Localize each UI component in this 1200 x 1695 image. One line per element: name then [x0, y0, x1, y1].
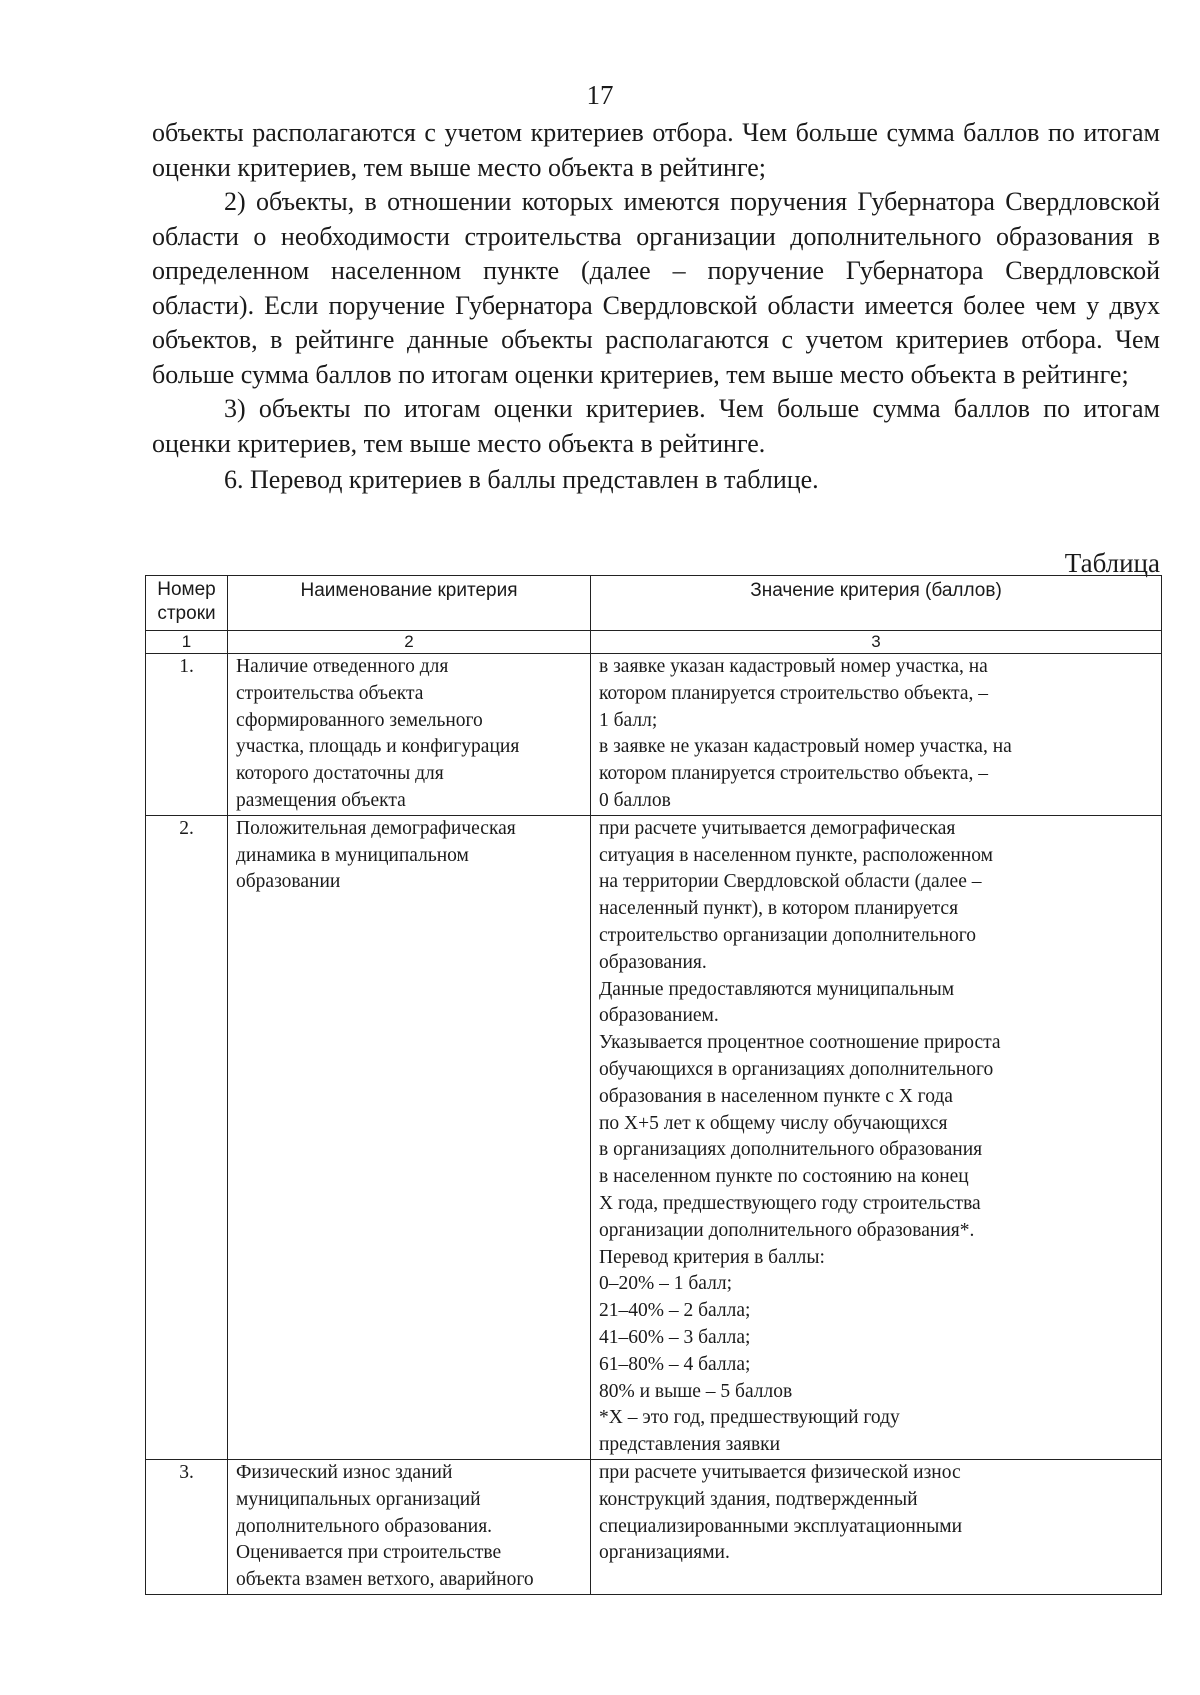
text-line: населенный пункт), в котором планируется — [599, 898, 959, 920]
text-line: Данные предоставляются муниципальным — [599, 978, 955, 1000]
column-number: 1 — [146, 631, 228, 654]
text-line: в организациях дополнительного образования — [599, 1139, 983, 1161]
text-line: 41–60% – 3 балла; — [599, 1326, 751, 1348]
header-number: Номер строки — [146, 576, 228, 631]
text-line: сформированного земельного — [236, 709, 483, 731]
paragraph: объекты располагаются с учетом критериев отбора. Чем больше сумма баллов по итогам оценки критериев, тем выше место объекта в рейтинге; — [152, 118, 1160, 182]
criterion-name — [228, 1459, 591, 1594]
table-caption: Таблица — [1064, 548, 1160, 578]
text-line: в заявке указан кадастровый номер участка, на — [599, 656, 988, 677]
criterion-value — [591, 1459, 1162, 1594]
text-line: дополнительного образования. — [236, 1515, 493, 1537]
row-number: 2. — [146, 815, 228, 1459]
criterion-value — [591, 654, 1162, 816]
text-line: строительство организации дополнительного — [599, 924, 977, 946]
text-line: при расчете учитывается демографическая — [599, 817, 956, 839]
text-line: представления заявки — [599, 1434, 781, 1456]
text-line: котором планируется строительство объекта, – — [599, 682, 989, 704]
text-line: 21–40% – 2 балла; — [599, 1300, 751, 1322]
table-header-row — [146, 576, 1162, 631]
table-row — [146, 815, 1162, 1459]
column-number: 2 — [228, 631, 591, 654]
row-number: 1. — [146, 654, 228, 816]
text-line: 1 балл; — [599, 709, 658, 731]
criterion-name — [228, 815, 591, 1459]
text-line: 0 баллов — [599, 789, 671, 811]
row-number: 3. — [146, 1459, 228, 1594]
text-line: Положительная демографическая — [236, 817, 516, 839]
text-line: образования. — [599, 951, 707, 973]
text-line: Наличие отведенного для — [236, 656, 449, 677]
text-line: участка, площадь и конфигурация — [236, 736, 520, 758]
table-row — [146, 1459, 1162, 1594]
text-line: размещения объекта — [236, 789, 406, 811]
text-line: обучающихся в организациях дополнительного — [599, 1058, 994, 1080]
body-text — [152, 116, 1160, 498]
text-line: на территории Свердловской области (далее – — [599, 871, 982, 893]
text-line: Физический износ зданий — [236, 1461, 453, 1483]
criterion-name — [228, 654, 591, 816]
header-value: Значение критерия (баллов) — [591, 576, 1162, 631]
text-line: объекта взамен ветхого, аварийного — [236, 1569, 534, 1591]
text-line: Х года, предшествующего году строительства — [599, 1192, 981, 1214]
text-line: 61–80% – 4 балла; — [599, 1353, 751, 1375]
paragraph: 2) объекты, в отношении которых имеются поручения Губернатора Свердловской области о необходимости строительства организации дополнительного образования в определенном населенном пункте (далее – поручение Губернатора Свердловской области). Если поручение Губернатора Свердловской области имеется более чем у двух объектов, в рейтинге данные объекты располагаются с учетом критериев отбора. Чем больше сумма баллов по итогам оценки критериев, тем выше место объекта в рейтинге; — [152, 187, 1160, 389]
text-line: динамика в муниципальном — [236, 844, 469, 866]
table-row — [146, 654, 1162, 816]
header-name: Наименование критерия — [228, 576, 591, 631]
text-line: строительства объекта — [236, 682, 424, 704]
text-line: конструкций здания, подтвержденный — [599, 1488, 918, 1510]
text-line: котором планируется строительство объекта, – — [599, 763, 989, 785]
column-number-row — [146, 631, 1162, 654]
text-line: специализированными эксплуатационными — [599, 1515, 963, 1537]
text-line: организациями. — [599, 1542, 730, 1564]
text-line: Указывается процентное соотношение прироста — [599, 1032, 1001, 1054]
text-line: организации дополнительного образования*. — [599, 1219, 975, 1241]
text-line: Оценивается при строительстве — [236, 1542, 502, 1564]
text-line: образования в населенном пункте с Х года — [599, 1085, 953, 1107]
text-line: Перевод критерия в баллы: — [599, 1246, 825, 1268]
text-line: образовании — [236, 871, 341, 893]
text-line: в населенном пункте по состоянию на конец — [599, 1166, 969, 1188]
page-number: 17 — [586, 80, 614, 110]
text-line: ситуация в населенном пункте, расположенном — [599, 844, 993, 866]
text-line: муниципальных организаций — [236, 1488, 481, 1510]
text-line: в заявке не указан кадастровый номер участка, на — [599, 736, 1012, 758]
text-line: образованием. — [599, 1005, 719, 1027]
column-number: 3 — [591, 631, 1162, 654]
criterion-value — [591, 815, 1162, 1459]
text-line: которого достаточны для — [236, 763, 444, 785]
text-line: 80% и выше – 5 баллов — [599, 1380, 793, 1402]
text-line: *Х – это год, предшествующий году — [599, 1407, 900, 1429]
paragraph: 3) объекты по итогам оценки критериев. Чем больше сумма баллов по итогам оценки критериев, тем выше место объекта в рейтинге. — [152, 394, 1160, 458]
criteria-table — [145, 575, 1162, 1595]
text-line: по Х+5 лет к общему числу обучающихся — [599, 1112, 948, 1134]
paragraph: 6. Перевод критериев в баллы представлен в таблице. — [224, 465, 819, 494]
text-line: 0–20% – 1 балл; — [599, 1273, 732, 1295]
text-line: при расчете учитывается физической износ — [599, 1461, 961, 1483]
